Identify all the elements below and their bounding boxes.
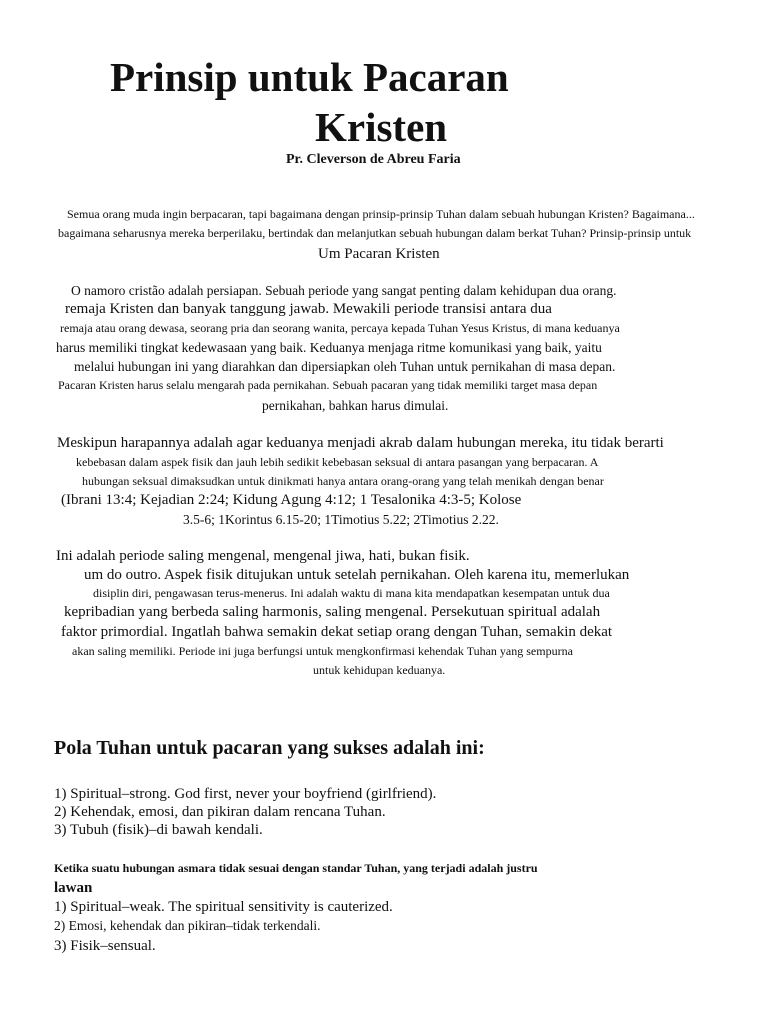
contrast-intro-line-1: Ketika suatu hubungan asmara tidak sesuai dengan standar Tuhan, yang terjadi adalah justru	[54, 861, 538, 875]
paragraph-3-line-4: kepribadian yang berbeda saling harmonis, saling mengenal. Persekutuan spiritual adalah	[64, 604, 601, 620]
paragraph-1-line-6: Pacaran Kristen harus selalu mengarah pada pernikahan. Sebuah pacaran yang tidak memiliki target masa depan	[58, 378, 598, 392]
list-1-item-3: 3) Tubuh (fisik)–di bawah kendali.	[54, 822, 263, 838]
paragraph-2-line-4: (Ibrani 13:4; Kejadian 2:24; Kidung Agung 4:12; 1 Tesalonika 4:3-5; Kolose	[61, 492, 522, 508]
paragraph-1-line-5: melalui hubungan ini yang diarahkan dan dipersiapkan oleh Tuhan untuk pernikahan di masa depan.	[74, 359, 616, 374]
paragraph-3-line-2: um do outro. Aspek fisik ditujukan untuk setelah pernikahan. Oleh karena itu, memerlukan	[84, 567, 630, 583]
contrast-intro-line-2: lawan	[54, 880, 93, 896]
section-heading: Pola Tuhan untuk pacaran yang sukses adalah ini:	[54, 737, 485, 759]
paragraph-2-line-5: 3.5-6; 1Korintus 6.15-20; 1Timotius 5.22; 2Timotius 2.22.	[183, 512, 499, 527]
paragraph-1-line-4: harus memiliki tingkat kedewasaan yang baik. Keduanya menjaga ritme komunikasi yang baik, yaitu	[56, 340, 602, 355]
intro-line-2: bagaimana seharusnya mereka berperilaku, bertindak dan melanjutkan sebuah hubungan dalam berkat Tuhan? Prinsip-prinsip untuk	[58, 226, 692, 240]
paragraph-3-line-3: disiplin diri, pengawasan terus-menerus. Ini adalah waktu di mana kita mendapatkan kesempatan untuk dua	[93, 586, 610, 600]
list-1-item-2: 2) Kehendak, emosi, dan pikiran dalam rencana Tuhan.	[54, 804, 386, 820]
paragraph-2-line-2: kebebasan dalam aspek fisik dan jauh lebih sedikit kebebasan seksual di antara pasangan yang berpacaran. A	[76, 455, 599, 469]
document-author: Pr. Cleverson de Abreu Faria	[286, 152, 461, 167]
paragraph-2-line-3: hubungan seksual dimaksudkan untuk dinikmati hanya antara orang-orang yang telah menikah dengan benar	[82, 474, 604, 488]
paragraph-3-line-6: akan saling memiliki. Periode ini juga berfungsi untuk mengkonfirmasi kehendak Tuhan yang sempurna	[72, 644, 573, 658]
list-1-item-1: 1) Spiritual–strong. God first, never your boyfriend (girlfriend).	[54, 786, 437, 802]
document-title-line-2: Kristen	[315, 104, 448, 150]
paragraph-1-line-1: O namoro cristão adalah persiapan. Sebuah periode yang sangat penting dalam kehidupan dua orang.	[71, 283, 617, 298]
paragraph-1-line-7: pernikahan, bahkan harus dimulai.	[262, 398, 449, 413]
intro-subtitle: Um Pacaran Kristen	[318, 246, 440, 262]
intro-line-1: Semua orang muda ingin berpacaran, tapi bagaimana dengan prinsip-prinsip Tuhan dalam sebuah hubungan Kristen? Bagaimana...	[67, 207, 695, 221]
paragraph-3-line-7: untuk kehidupan keduanya.	[313, 663, 446, 677]
list-2-item-2: 2) Emosi, kehendak dan pikiran–tidak terkendali.	[54, 918, 321, 933]
list-2-item-1: 1) Spiritual–weak. The spiritual sensitivity is cauterized.	[54, 899, 393, 915]
paragraph-3-line-1: Ini adalah periode saling mengenal, mengenal jiwa, hati, bukan fisik.	[56, 548, 470, 564]
paragraph-1-line-3: remaja atau orang dewasa, seorang pria dan seorang wanita, percaya kepada Tuhan Yesus Kristus, di mana keduanya	[60, 321, 620, 335]
paragraph-3-line-5: faktor primordial. Ingatlah bahwa semakin dekat setiap orang dengan Tuhan, semakin dekat	[61, 624, 613, 640]
list-2-item-3: 3) Fisik–sensual.	[54, 938, 156, 954]
document-title-line-1: Prinsip untuk Pacaran	[110, 54, 509, 100]
paragraph-2-line-1: Meskipun harapannya adalah agar keduanya menjadi akrab dalam hubungan mereka, itu tidak berarti	[57, 435, 664, 451]
paragraph-1-line-2: remaja Kristen dan banyak tanggung jawab. Mewakili periode transisi antara dua	[65, 301, 552, 317]
